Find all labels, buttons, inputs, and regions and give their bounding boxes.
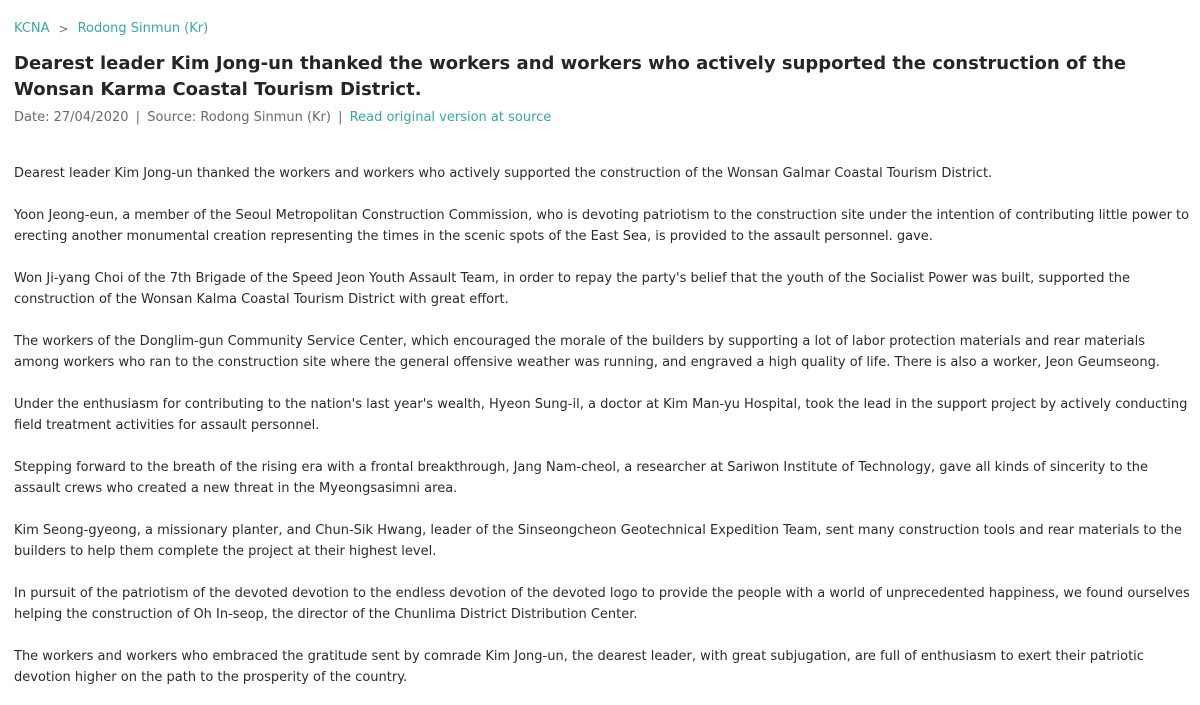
article-source: Source: Rodong Sinmun (Kr) — [147, 110, 331, 125]
meta-separator: | — [338, 110, 343, 125]
article-paragraph: The workers of the Donglim-gun Community Service Center, which encouraged the morale of the builders by supporting a lot of labor protection materials and rear materials among workers who ran to the construction site where the general offensive weather was running, and engraved a high quality of life. There is also a worker, Jeon Geumseong. — [14, 334, 1160, 370]
breadcrumb-link-rodong-sinmun[interactable]: Rodong Sinmun (Kr) — [77, 21, 209, 36]
source-original-link[interactable]: Read original version at source — [349, 110, 552, 125]
article-title: Dearest leader Kim Jong-un thanked the workers and workers who actively supported the construction of the Wonsan Karma Coastal Tourism District. — [14, 53, 1127, 100]
breadcrumb-link-kcna[interactable]: KCNA — [14, 21, 50, 36]
article-paragraph: Won Ji-yang Choi of the 7th Brigade of the Speed Jeon Youth Assault Team, in order to repay the party's belief that the youth of the Socialist Power was built, supported the construction of the Wonsan Kalma Coastal Tourism District with great effort. — [14, 271, 1130, 307]
article-body — [14, 163, 1190, 688]
article-paragraph: Stepping forward to the breath of the rising era with a frontal breakthrough, Jang Nam-cheol, a researcher at Sariwon Institute of Technology, gave all kinds of sincerity to the assault crews who created a new threat in the Myeongsasimni area. — [14, 460, 1149, 496]
article-paragraph: Kim Seong-gyeong, a missionary planter, and Chun-Sik Hwang, leader of the Sinseongcheon Geotechnical Expedition Team, sent many construction tools and rear materials to the builders to help them complete the project at their highest level. — [14, 523, 1182, 559]
article-paragraph: The workers and workers who embraced the gratitude sent by comrade Kim Jong-un, the dearest leader, with great subjugation, are full of enthusiasm to exert their patriotic devotion higher on the path to the prosperity of the country. — [14, 649, 1144, 685]
article-date: Date: 27/04/2020 — [14, 110, 129, 125]
article-meta — [14, 108, 1186, 128]
article-paragraph: Yoon Jeong-eun, a member of the Seoul Metropolitan Construction Commission, who is devoting patriotism to the construction site under the intention of contributing little power to erecting another monumental creation representing the times in the scenic spots of the East Sea, is provided to the assault personnel. gave. — [14, 208, 1190, 244]
meta-separator: | — [135, 110, 141, 125]
chevron-right-icon: > — [58, 22, 69, 36]
article-paragraph: Under the enthusiasm for contributing to the nation's last year's wealth, Hyeon Sung-il, a doctor at Kim Man-yu Hospital, took the lead in the support project by actively conducting field treatment activities for assault personnel. — [14, 397, 1188, 433]
article-paragraph: In pursuit of the patriotism of the devoted devotion to the endless devotion of the devoted logo to provide the people with a world of unprecedented happiness, we found ourselves helping the construction of Oh In-seop, the director of the Chunlima District Distribution Center. — [14, 586, 1190, 622]
breadcrumb — [14, 17, 1186, 41]
article-paragraph: Dearest leader Kim Jong-un thanked the workers and workers who actively supported the construction of the Wonsan Galmar Coastal Tourism District. — [14, 166, 993, 181]
